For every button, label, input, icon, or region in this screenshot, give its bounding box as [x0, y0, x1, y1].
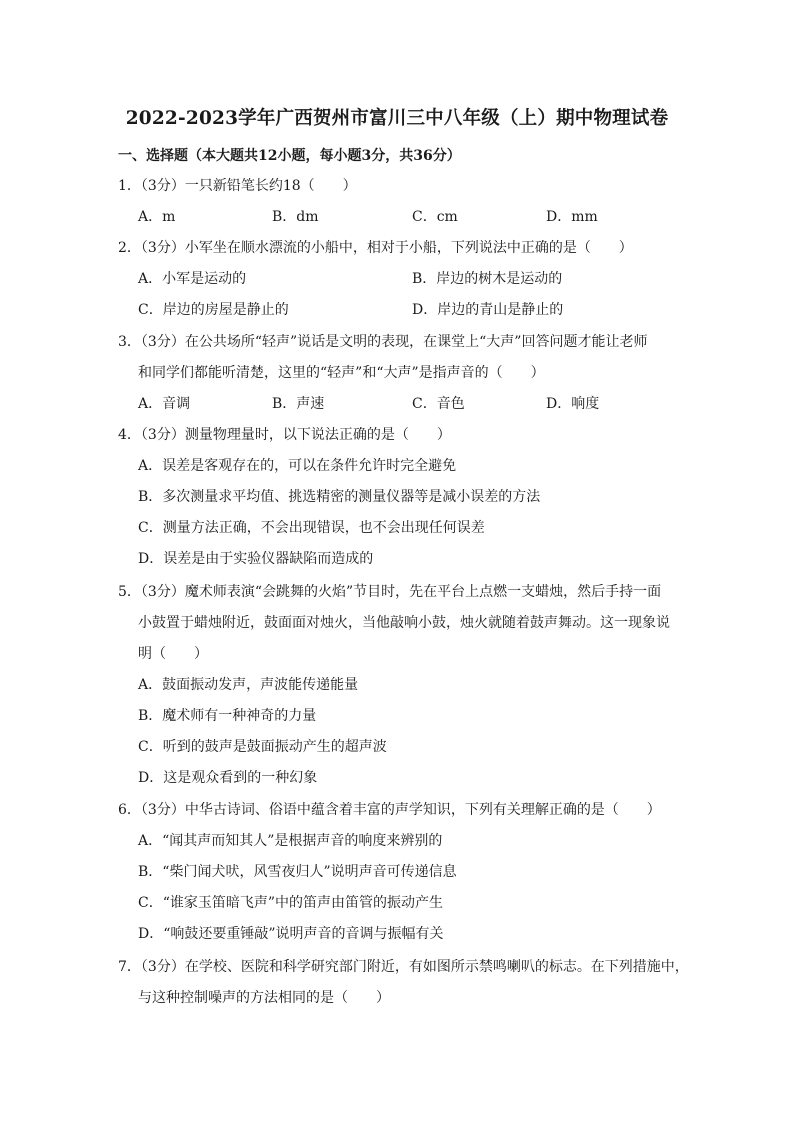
question-6-option-c: C．“谁家玉笛暗飞声”中的笛声由笛管的振动产生: [138, 895, 444, 911]
question-3-option-c: C．音色: [412, 396, 465, 412]
exam-title: 2022-2023学年广西贺州市富川三中八年级（上）期中物理试卷: [125, 108, 669, 129]
question-1-option-a: A．m: [138, 209, 176, 225]
question-6-stem: 6．（3分）中华古诗词、俗语中蕴含着丰富的声学知识，下列有关理解正确的是（ ）: [118, 802, 661, 818]
question-3-stem-line-1: 3．（3分）在公共场所“轻声”说话是文明的表现，在课堂上“大声”回答问题才能让老师: [118, 334, 648, 350]
question-5-option-c: C．听到的鼓声是鼓面振动产生的超声波: [138, 739, 387, 755]
question-4-option-a: A．误差是客观存在的，可以在条件允许时完全避免: [138, 458, 457, 474]
question-4-stem: 4．（3分）测量物理量时，以下说法正确的是（ ）: [118, 427, 451, 443]
question-3-option-a: A．音调: [138, 396, 191, 412]
question-6-option-d: D．“响鼓还要重锤敲”说明声音的音调与振幅有关: [138, 926, 444, 942]
question-1-option-c: C．cm: [412, 209, 458, 225]
section-heading: 一、选择题（本大题共12小题，每小题3分，共36分）: [118, 148, 461, 164]
question-1-option-b: B．dm: [272, 209, 319, 225]
question-3-option-d: D．响度: [546, 396, 600, 412]
question-7-stem-line-2: 与这种控制噪声的方法相同的是（ ）: [138, 990, 390, 1006]
question-3-stem-line-2: 和同学们都能听清楚，这里的“轻声”和“大声”是指声音的（ ）: [138, 365, 545, 381]
question-7-stem-line-1: 7．（3分）在学校、医院和科学研究部门附近，有如图所示禁鸣喇叭的标志。在下列措施中，: [118, 959, 689, 975]
question-4-option-d: D．误差是由于实验仪器缺陷而造成的: [138, 551, 374, 567]
question-5-stem-line-1: 5．（3分）魔术师表演“会跳舞的火焰”节目时，先在平台上点燃一支蜡烛，然后手持一面: [118, 584, 662, 600]
question-1-option-d: D．mm: [546, 209, 598, 225]
question-3-option-b: B．声速: [272, 396, 325, 412]
question-1-stem: 1．（3分）一只新铅笔长约18（ ）: [118, 178, 357, 194]
question-2-option-d: D．岸边的青山是静止的: [412, 302, 564, 318]
question-2-option-c: C．岸边的房屋是静止的: [138, 302, 289, 318]
question-5-stem-line-3: 明（ ）: [138, 646, 208, 662]
question-5-stem-line-2: 小鼓置于蜡烛附近，鼓面面对烛火，当他敲响小鼓，烛火就随着鼓声舞动。这一现象说: [138, 615, 670, 631]
question-2-option-b: B．岸边的树木是运动的: [412, 271, 563, 287]
question-2-option-a: A．小军是运动的: [138, 271, 247, 287]
question-6-option-b: B．“柴门闻犬吠，风雪夜归人”说明声音可传递信息: [138, 864, 457, 880]
question-4-option-b: B．多次测量求平均值、挑选精密的测量仪器等是减小误差的方法: [138, 489, 541, 505]
question-5-option-b: B．魔术师有一种神奇的力量: [138, 708, 317, 724]
question-4-option-c: C．测量方法正确，不会出现错误，也不会出现任何误差: [138, 520, 485, 536]
question-2-stem: 2．（3分）小军坐在顺水漂流的小船中，相对于小船，下列说法中正确的是（ ）: [118, 240, 633, 256]
question-5-option-d: D．这是观众看到的一种幻象: [138, 770, 318, 786]
question-5-option-a: A．鼓面振动发声，声波能传递能量: [138, 677, 359, 693]
question-6-option-a: A．“闻其声而知其人”是根据声音的响度来辨别的: [138, 833, 443, 849]
